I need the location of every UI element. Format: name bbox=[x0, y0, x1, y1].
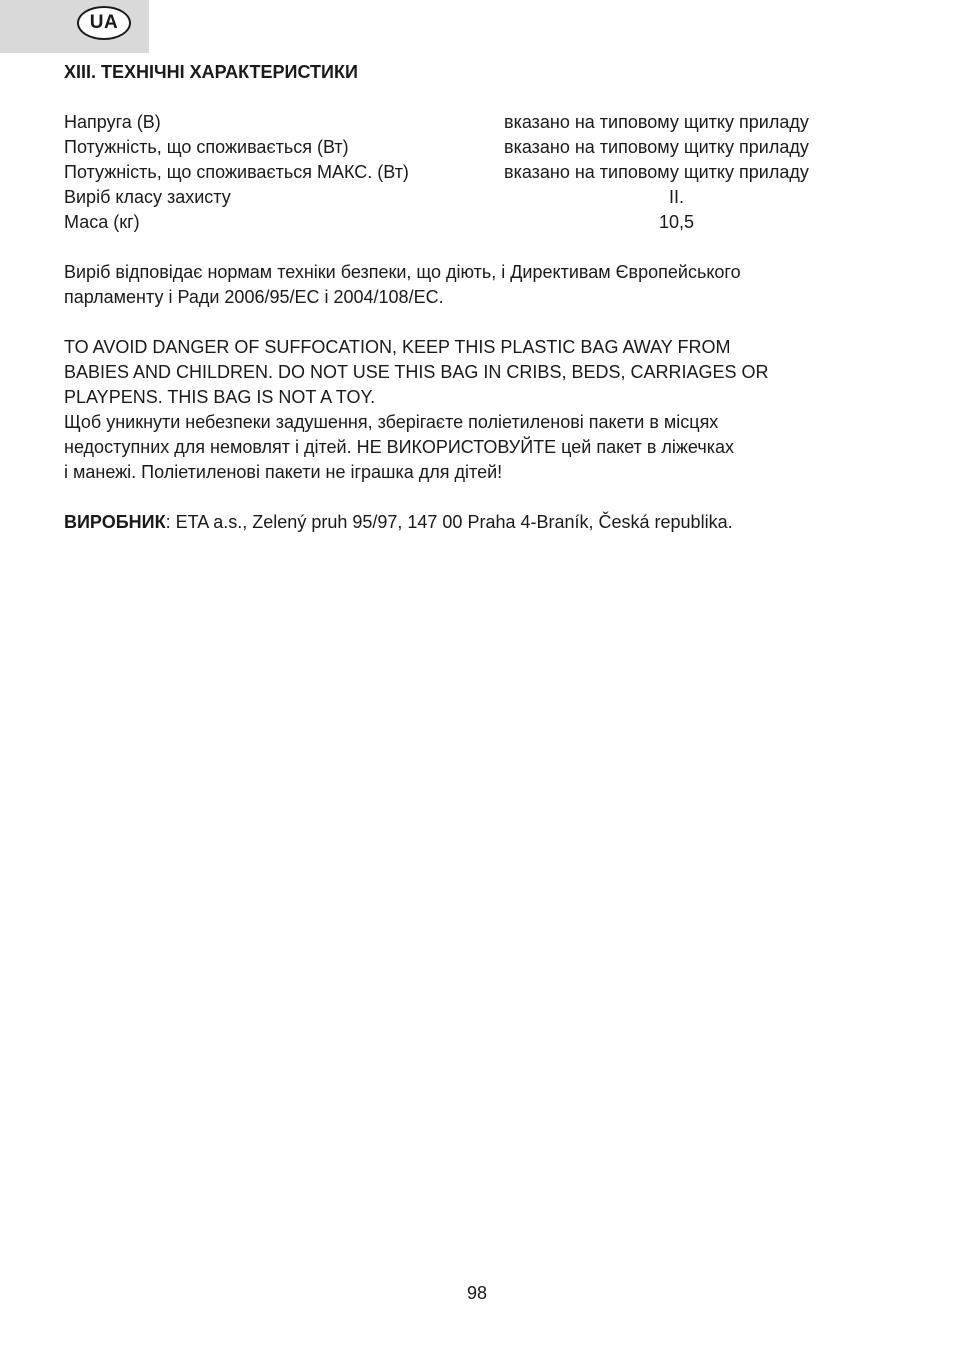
specs-table bbox=[64, 110, 884, 235]
spec-row-power bbox=[64, 135, 884, 160]
warning-en-paragraph bbox=[64, 335, 894, 410]
language-badge: UA bbox=[77, 6, 131, 40]
warning-en-line: PLAYPENS. THIS BAG IS NOT A TOY. bbox=[64, 387, 376, 407]
spec-value: вказано на типовому щитку приладу bbox=[504, 137, 809, 157]
spec-row-voltage bbox=[64, 110, 884, 135]
spec-row-weight bbox=[64, 210, 884, 235]
spec-value: вказано на типовому щитку приладу bbox=[504, 112, 809, 132]
compliance-line: парламенту і Ради 2006/95/ЕС і 2004/108/ЕС. bbox=[64, 287, 444, 307]
manufacturer-address: ETA a.s., Zelený pruh 95/97, 147 00 Praha 4-Braník, Česká republika. bbox=[175, 512, 733, 532]
manufacturer-separator: : bbox=[165, 512, 176, 532]
manufacturer-label: ВИРОБНИК bbox=[64, 512, 166, 532]
warning-ua-line: недоступних для немовлят і дітей. НЕ ВИКОРИСТОВУЙТЕ цей пакет в ліжечках bbox=[64, 437, 734, 457]
section-title: XIII. ТЕХНІЧНІ ХАРАКТЕРИСТИКИ bbox=[64, 62, 358, 82]
spec-value: вказано на типовому щитку приладу bbox=[504, 162, 809, 182]
spec-label: Маса (кг) bbox=[64, 212, 140, 232]
spec-label: Потужність, що споживається (Вт) bbox=[64, 137, 349, 157]
spec-label: Виріб класу захисту bbox=[64, 187, 231, 207]
warning-ua-line: і манежі. Поліетиленові пакети не іграшка для дітей! bbox=[64, 462, 503, 482]
spec-row-power-max bbox=[64, 160, 884, 185]
language-tab bbox=[0, 0, 149, 53]
spec-value: II. bbox=[668, 187, 684, 207]
manufacturer-paragraph bbox=[64, 510, 894, 535]
spec-row-protection-class bbox=[64, 185, 884, 210]
compliance-line: Виріб відповідає нормам техніки безпеки, що діють, і Директивам Європейського bbox=[64, 262, 741, 282]
spec-label: Напруга (В) bbox=[64, 112, 161, 132]
warning-en-line: BABIES AND CHILDREN. DO NOT USE THIS BAG IN CRIBS, BEDS, CARRIAGES OR bbox=[64, 362, 769, 382]
warning-en-line: TO AVOID DANGER OF SUFFOCATION, KEEP THIS PLASTIC BAG AWAY FROM bbox=[64, 337, 731, 357]
compliance-paragraph bbox=[64, 260, 894, 310]
warning-ua-line: Щоб уникнути небезпеки задушення, зберігаєте поліетиленові пакети в місцях bbox=[64, 412, 719, 432]
page-number: 98 bbox=[466, 1283, 488, 1303]
spec-label: Потужність, що споживається МАКС. (Вт) bbox=[64, 162, 409, 182]
spec-value: 10,5 bbox=[658, 212, 695, 232]
warning-ua-paragraph bbox=[64, 410, 894, 485]
